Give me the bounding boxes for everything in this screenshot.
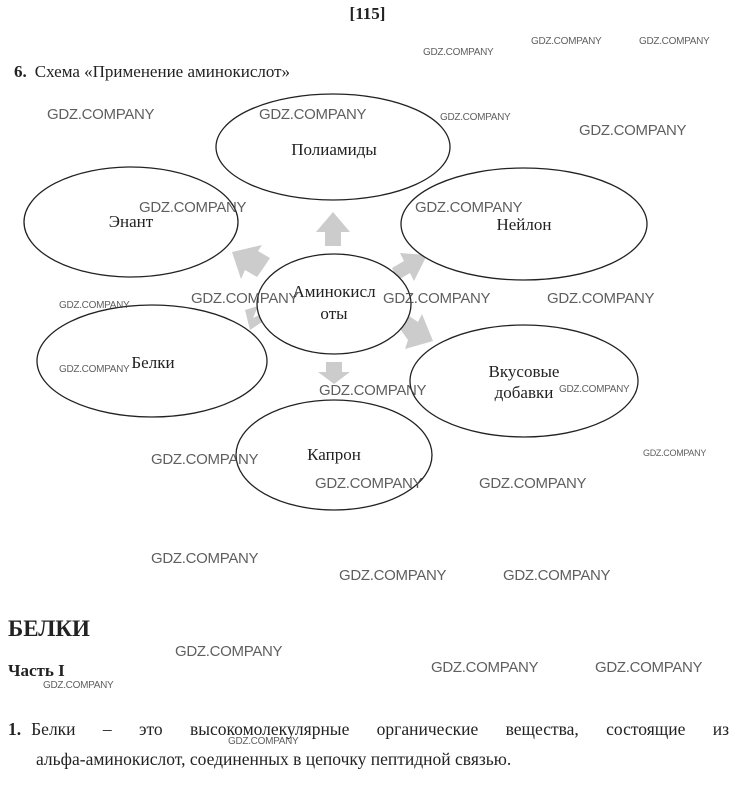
watermark: GDZ.COMPANY <box>415 199 523 216</box>
watermark: GDZ.COMPANY <box>59 300 130 311</box>
watermark: GDZ.COMPANY <box>579 122 687 139</box>
watermark: GDZ.COMPANY <box>259 106 367 123</box>
watermark: GDZ.COMPANY <box>59 364 130 375</box>
label-polyamides: Полиамиды <box>291 140 377 159</box>
answer-paragraph <box>8 714 729 774</box>
watermark: GDZ.COMPANY <box>43 680 114 691</box>
watermark: GDZ.COMPANY <box>503 567 611 584</box>
label-nylon: Нейлон <box>496 215 552 234</box>
answer-line-2: альфа-аминокислот, соединенных в цепочку пептидной связью. <box>36 749 512 769</box>
watermark: GDZ.COMPANY <box>339 567 447 584</box>
task-title: Схема «Применение аминокислот» <box>34 62 291 81</box>
watermark: GDZ.COMPANY <box>175 643 283 660</box>
watermark: GDZ.COMPANY <box>559 384 630 395</box>
section-title: БЕЛКИ <box>8 616 90 641</box>
watermark: GDZ.COMPANY <box>531 36 602 47</box>
label-kapron: Капрон <box>307 445 361 464</box>
watermark: GDZ.COMPANY <box>479 475 587 492</box>
arrow-down <box>318 362 350 384</box>
label-center-line1: Аминокисл <box>292 282 376 301</box>
watermark: GDZ.COMPANY <box>595 659 703 676</box>
watermark: GDZ.COMPANY <box>319 382 427 399</box>
label-enant: Энант <box>108 212 154 231</box>
node-flavor <box>410 325 638 437</box>
watermark: GDZ.COMPANY <box>47 106 155 123</box>
label-flavor-line1: Вкусовые <box>488 362 560 381</box>
answer-text-1: Белки – это высокомолекулярные органические вещества, состоящие из <box>31 719 729 739</box>
page-number: [115] <box>349 4 386 23</box>
watermark: GDZ.COMPANY <box>383 290 491 307</box>
watermark: GDZ.COMPANY <box>547 290 655 307</box>
watermark: GDZ.COMPANY <box>151 550 259 567</box>
watermark: GDZ.COMPANY <box>431 659 539 676</box>
watermark: GDZ.COMPANY <box>423 47 494 58</box>
watermark: GDZ.COMPANY <box>151 451 259 468</box>
part-title: Часть I <box>8 661 65 680</box>
watermark: GDZ.COMPANY <box>639 36 710 47</box>
watermark: GDZ.COMPANY <box>315 475 423 492</box>
answer-line-1 <box>8 714 729 744</box>
label-proteins: Белки <box>131 353 175 372</box>
label-flavor-line2: добавки <box>494 383 554 402</box>
watermark: GDZ.COMPANY <box>643 448 707 458</box>
arrow-upper-left <box>232 245 270 279</box>
label-center-line2: оты <box>320 304 348 323</box>
watermark: GDZ.COMPANY <box>228 736 299 747</box>
watermark: GDZ.COMPANY <box>139 199 247 216</box>
task-number: 6. <box>14 62 27 81</box>
watermark: GDZ.COMPANY <box>191 290 299 307</box>
answer-number: 1. <box>8 719 22 739</box>
watermark: GDZ.COMPANY <box>440 112 511 123</box>
arrow-up <box>316 212 350 246</box>
